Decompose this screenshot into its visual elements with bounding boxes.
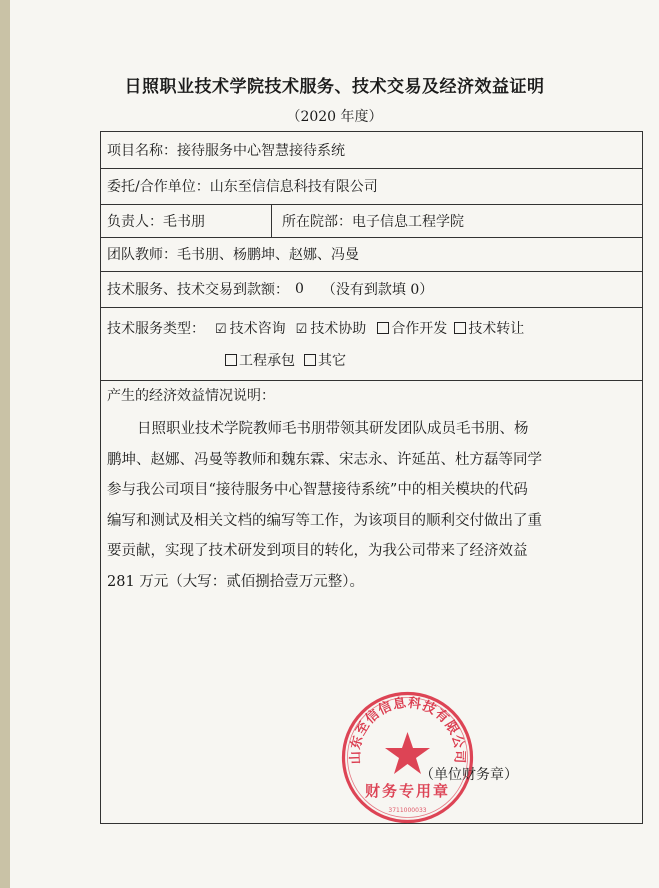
document-title: 日照职业技术学院技术服务、技术交易及经济效益证明 [124, 77, 545, 97]
service-type-label: 技术服务类型： [107, 321, 205, 337]
seal-number-text: 3711000033 [388, 807, 427, 814]
benefit-line: 编写和测试及相关文档的编写等工作，为该项目的顺利交付做出了重 [107, 512, 542, 529]
document-page [10, 0, 659, 888]
partner-label: 委托/合作单位： [107, 179, 210, 195]
team-row [101, 237, 642, 272]
leader-row [101, 204, 642, 238]
payment-label: 技术服务、技术交易到款额： [107, 282, 289, 298]
payment-value: 0 [295, 281, 304, 297]
checkbox-empty-icon [304, 354, 316, 366]
department-label: 所在院部： [282, 213, 352, 230]
benefit-section [107, 384, 634, 597]
benefit-line: 281 万元（大写：贰佰捌拾壹万元整）。 [107, 573, 365, 590]
seal-company-text: 山东至信信息科技有限公司 [348, 695, 467, 765]
team-value: 毛书朋、杨鹏坤、赵娜、冯曼 [177, 247, 359, 263]
project-value: 接待服务中心智慧接待系统 [177, 143, 345, 159]
payment-note: （没有到款填 0） [321, 282, 434, 298]
checkbox-checked-icon: ☑ [215, 322, 227, 337]
option-cooperation [376, 318, 447, 338]
checkbox-empty-icon [225, 354, 237, 366]
project-row [101, 132, 642, 169]
department-value: 电子信息工程学院 [352, 213, 464, 230]
checkbox-empty-icon [454, 322, 466, 334]
option-label: 合作开发 [391, 321, 448, 337]
service-type-row [101, 307, 642, 381]
benefit-line: 鹏坤、赵娜、冯曼等教师和魏东霖、宋志永、许延茁、杜方磊等同学 [107, 451, 542, 468]
benefit-line: 要贡献，实现了技术研发到项目的转化，为我公司带来了经济效益 [107, 543, 528, 559]
benefit-line: 日照职业技术学院教师毛书朋带领其研发团队成员毛书朋、杨 [137, 421, 529, 437]
checkbox-empty-icon [377, 322, 389, 334]
option-other [303, 350, 346, 370]
option-transfer [453, 318, 524, 338]
checkbox-checked-icon: ☑ [295, 322, 308, 337]
option-label: 技术协助 [310, 321, 367, 337]
benefit-heading: 产生的经济效益情况说明： [107, 388, 275, 404]
seal-type-text: 财务专用章 [364, 782, 451, 800]
partner-value: 山东至信信息科技有限公司 [209, 179, 378, 195]
leader-value: 毛书朋 [163, 213, 205, 230]
option-label: 工程承包 [239, 353, 295, 369]
option-label: 技术咨询 [229, 321, 286, 337]
leader-label: 负责人： [107, 213, 163, 230]
finance-seal-label: （单位财务章） [420, 767, 518, 783]
option-assistance [296, 318, 367, 338]
option-label: 技术转让 [468, 321, 525, 337]
project-label: 项目名称： [107, 143, 177, 159]
partner-row [101, 168, 642, 205]
option-engineering [224, 350, 295, 370]
option-consulting [215, 318, 286, 338]
option-label: 其它 [318, 353, 346, 369]
document-year: （2020 年度） [286, 109, 383, 125]
benefit-line: 参与我公司项目“接待服务中心智慧接待系统”中的相关模块的代码 [107, 482, 528, 498]
company-seal-stamp [340, 690, 475, 825]
payment-row [101, 271, 642, 308]
team-label: 团队教师： [107, 247, 177, 263]
leader-divider [271, 204, 272, 237]
